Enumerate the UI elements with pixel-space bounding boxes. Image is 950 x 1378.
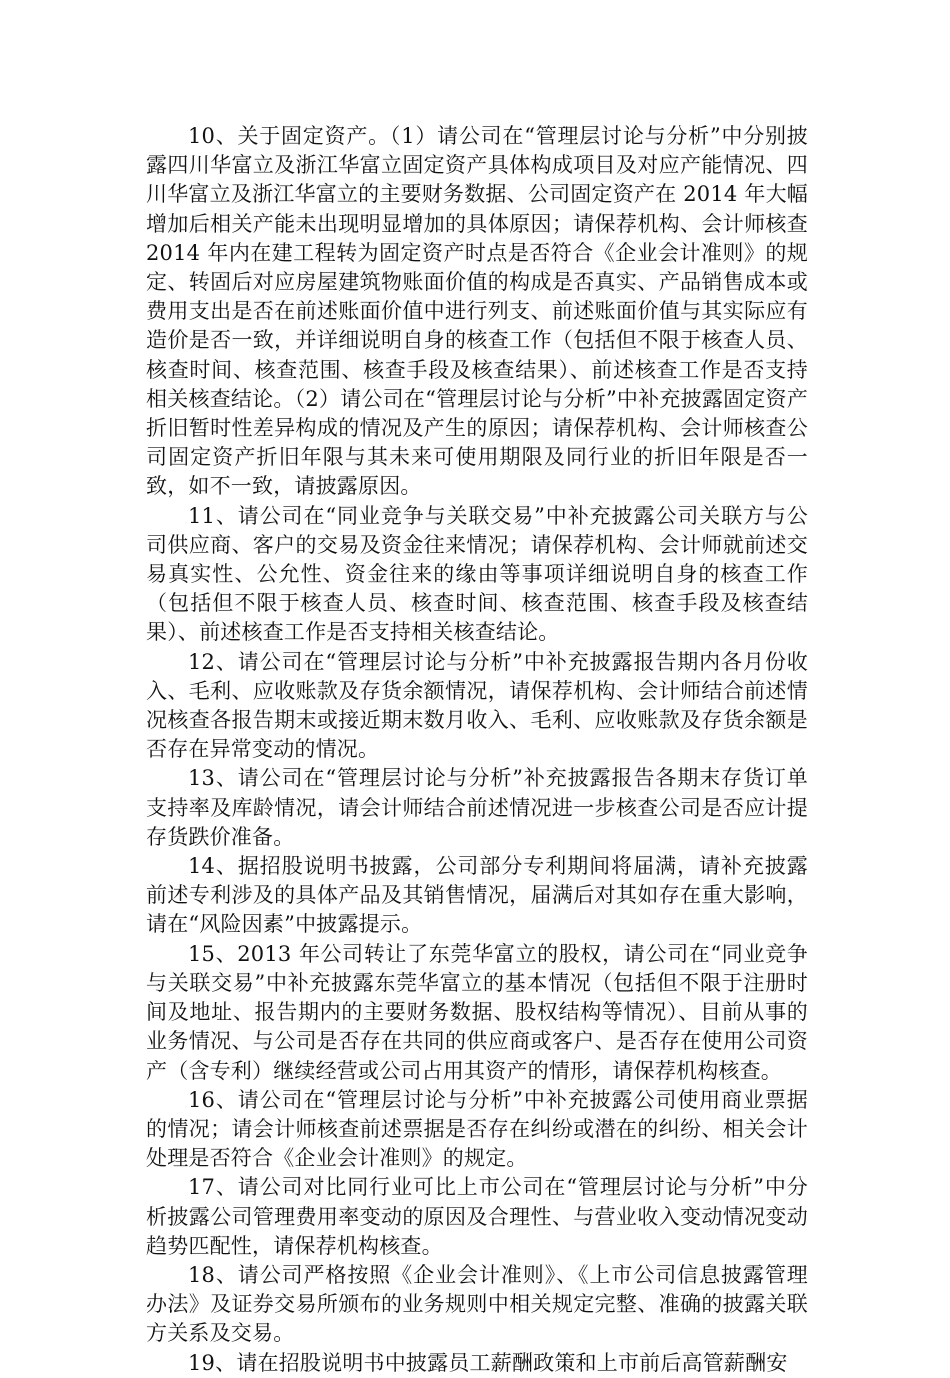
paragraph-11: 11、请公司在“同业竞争与关联交易”中补充披露公司关联方与公司供应商、客户的交易及资金往来情况；请保荐机构、会计师就前述交易真实性、公允性、资金往来的缘由等事项详细说明自身的核查工作（包括但不限于核查人员、核查时间、核查范围、核查手段及核查结果）、前述核查工作是否支持相关核查结论。 — [146, 503, 808, 645]
paragraph-14: 14、据招股说明书披露，公司部分专利期间将届满，请补充披露前述专利涉及的具体产品及其销售情况，届满后对其如存在重大影响，请在“风险因素”中披露提示。 — [146, 854, 808, 937]
paragraph-10: 10、关于固定资产。（1）请公司在“管理层讨论与分析”中分别披露四川华富立及浙江华富立固定资产具体构成项目及对应产能情况、四川华富立及浙江华富立的主要财务数据、公司固定资产在 2014 年大幅增加后相关产能未出现明显增加的具体原因；请保荐机构、会计师核查 2014 年内在建工程转为固定资产时点是否符合《企业会计准则》的规定、转固后对应房屋建筑物账面价值的构成是否真实、产品销售成本或费用支出是否在前述账面价值中进行列支、前述账面价值与其实际应有造价是否一致，并详细说明自身的核查工作（包括但不限于核查人员、核查时间、核查范围、核查手段及核查结果）、前述核查工作是否支持相关核查结论。（2）请公司在“管理层讨论与分析”中补充披露固定资产折旧暂时性差异构成的情况及产生的原因；请保荐机构、会计师核查公司固定资产折旧年限与其未来可使用期限及同行业的折旧年限是否一致，如不一致，请披露原因。 — [146, 124, 808, 499]
paragraph-17: 17、请公司对比同行业可比上市公司在“管理层讨论与分析”中分析披露公司管理费用率变动的原因及合理性、与营业收入变动情况变动趋势匹配性，请保荐机构核查。 — [146, 1175, 808, 1258]
paragraph-16: 16、请公司在“管理层讨论与分析”中补充披露公司使用商业票据的情况；请会计师核查前述票据是否存在纠纷或潜在的纠纷、相关会计处理是否符合《企业会计准则》的规定。 — [146, 1087, 808, 1171]
paragraph-18: 18、请公司严格按照《企业会计准则》、《上市公司信息披露管理办法》及证券交易所颁布的业务规则中相关规定完整、准确的披露关联方关系及交易。 — [146, 1262, 808, 1346]
paragraph-13: 13、请公司在“管理层讨论与分析”补充披露报告各期末存货订单支持率及库龄情况，请会计师结合前述情况进一步核查公司是否应计提存货跌价准备。 — [146, 766, 808, 849]
paragraph-12: 12、请公司在“管理层讨论与分析”中补充披露报告期内各月份收入、毛利、应收账款及存货余额情况，请保荐机构、会计师结合前述情况核查各报告期末或接近期末数月收入、毛利、应收账款及存货余额是否存在异常变动的情况。 — [146, 649, 808, 762]
document-body — [146, 122, 808, 1378]
paragraph-19: 19、请在招股说明书中披露员工薪酬政策和上市前后高管薪酬安 — [188, 1350, 788, 1375]
paragraph-15: 15、2013 年公司转让了东莞华富立的股权，请公司在“同业竞争与关联交易”中补充披露东莞华富立的基本情况（包括但不限于注册时间及地址、报告期内的主要财务数据、股权结构等情况）、目前从事的业务情况、与公司是否存在共同的供应商或客户、是否存在使用公司资产（含专利）继续经营或公司占用其资产的情形，请保荐机构核查。 — [146, 941, 808, 1083]
